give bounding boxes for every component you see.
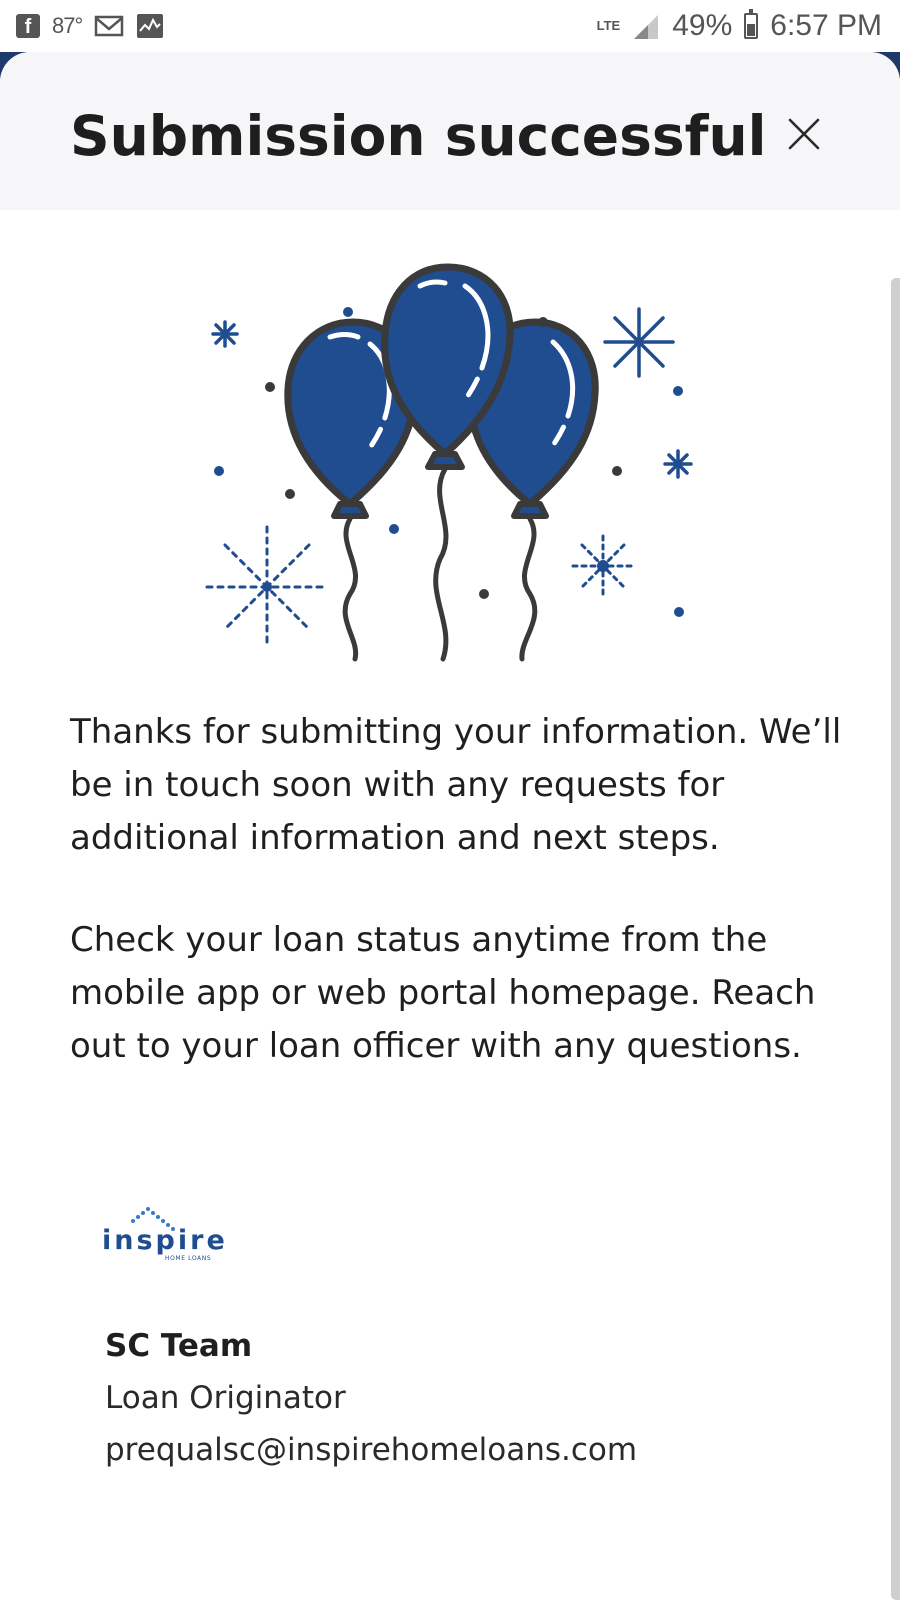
network-type-text: LTE (596, 18, 621, 33)
brand-wordmark: inspire (102, 1225, 228, 1256)
close-icon[interactable] (787, 117, 821, 151)
brand-tagline: HOME LOANS (165, 1255, 212, 1262)
activity-icon (136, 13, 164, 39)
gmail-icon (94, 14, 124, 38)
confirmation-message (70, 706, 860, 865)
contact-role: Loan Originator (105, 1380, 346, 1416)
status-bar-left (16, 13, 164, 39)
contact-email-link[interactable]: prequalsc@inspirehomeloans.com (105, 1432, 638, 1468)
signal-icon (632, 12, 660, 40)
message-paragraph: Thanks for submitting your information. We’ll be in touch soon with any requests for additional information and next steps. (70, 712, 842, 858)
submission-dialog (0, 52, 900, 1600)
battery-icon (744, 13, 758, 39)
scrollbar[interactable] (891, 278, 900, 1600)
status-bar (0, 0, 900, 52)
inspire-home-loans-logo (100, 1197, 240, 1267)
battery-percent: 49% (672, 9, 733, 42)
loan-officer-contact (105, 1320, 865, 1476)
status-bar-right (597, 9, 882, 43)
facebook-icon: f (16, 14, 40, 38)
balloons-celebration-illustration (190, 232, 710, 672)
clock-time: 6:57 PM (770, 9, 882, 42)
dialog-title: Submission successful (70, 104, 767, 168)
message-paragraph: Check your loan status anytime from the mobile app or web portal homepage. Reach out to your loan officer with any questions. (70, 920, 816, 1066)
temperature-text: 87° (52, 13, 83, 38)
dialog-header (0, 52, 900, 210)
next-steps-message (70, 914, 860, 1073)
close-button[interactable] (776, 106, 832, 162)
contact-name: SC Team (105, 1328, 253, 1364)
